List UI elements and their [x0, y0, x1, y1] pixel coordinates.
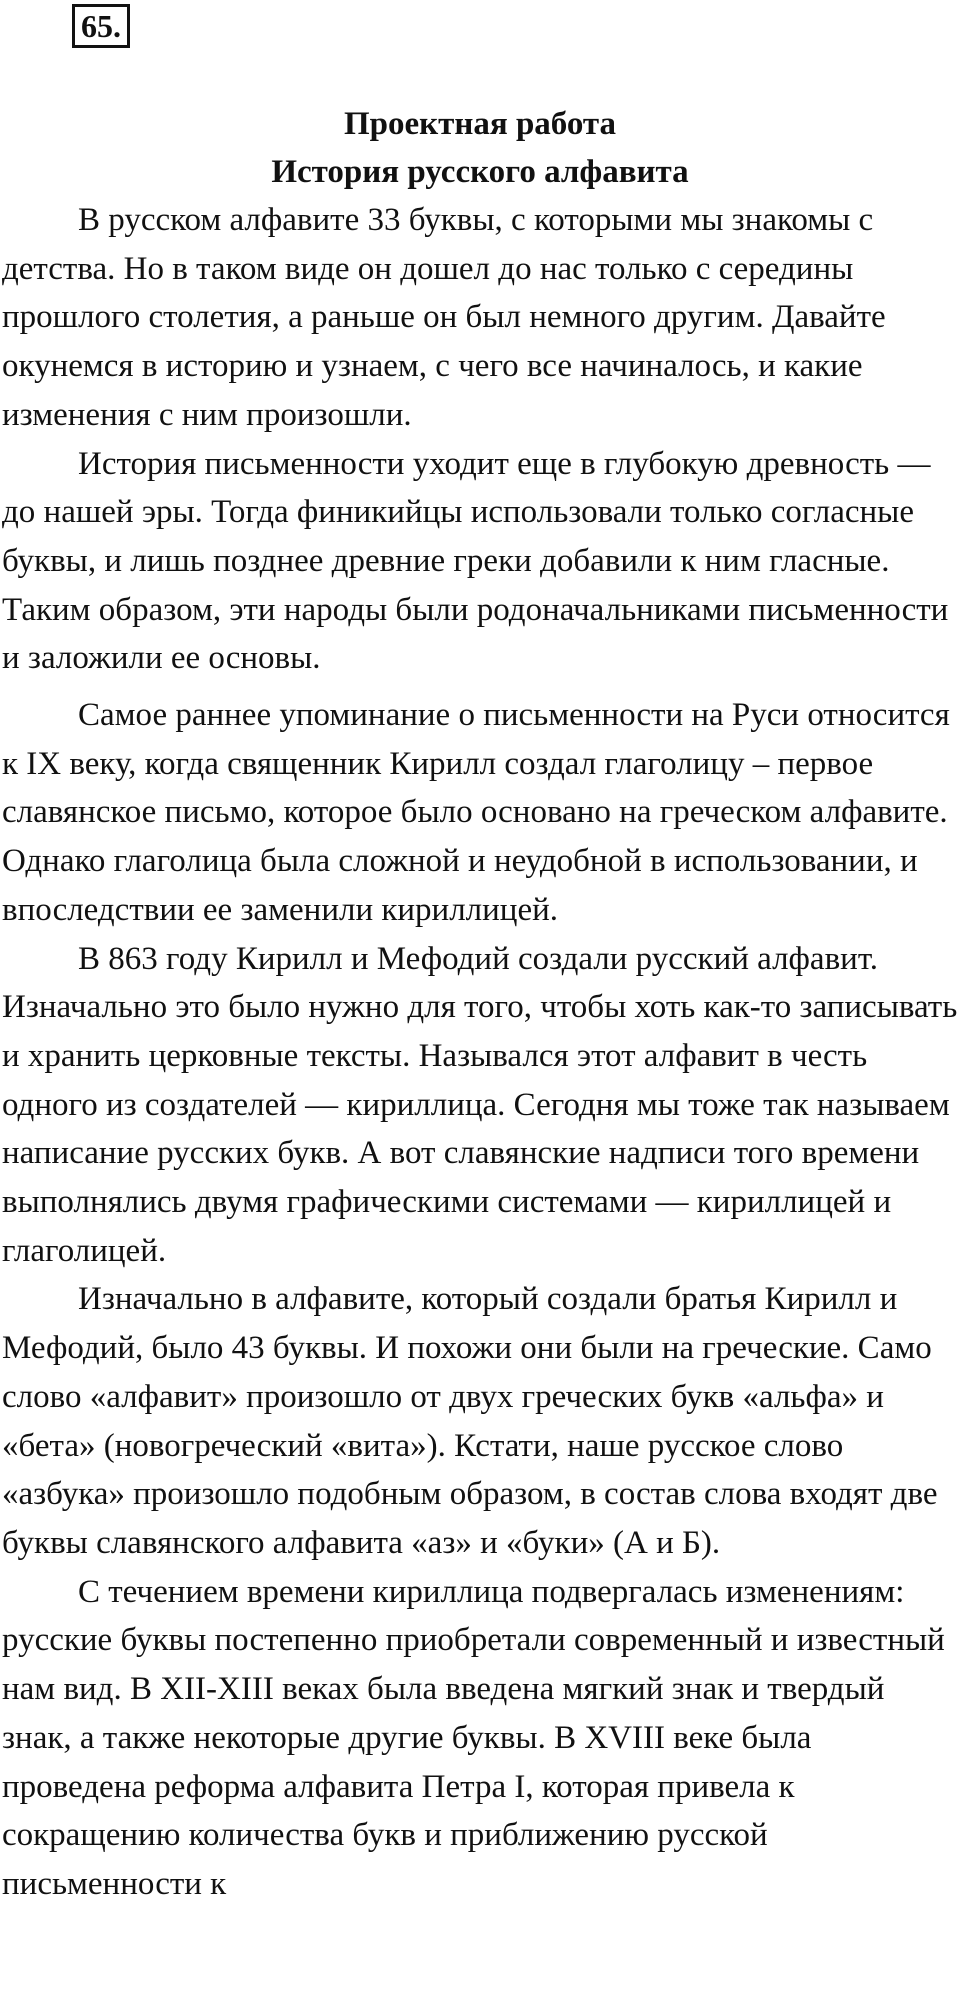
heading-line-1: Проектная работа — [343, 106, 617, 142]
heading-block — [0, 100, 960, 196]
task-number-box: 65. — [72, 4, 130, 48]
paragraph: Самое раннее упоминание о письменности на Руси относится к IX веку, когда священник Кирилл создал глаголицу – первое славянское письмо, которое было основано на греческом алфавите. Однако глаголица была сложной и неудобной в использовании, и впоследствии ее заменили кириллицей. — [2, 697, 950, 928]
body-text — [2, 196, 958, 1909]
paragraph: Изначально в алфавите, который создали братья Кирилл и Мефодий, было 43 буквы. И похожи они были на греческие. Само слово «алфавит» произошло от двух греческих букв «альфа» и «бета» (новогреческий «вита»). Кстати, наше русское слово «азбука» произошло подобным образом, в состав слова входят две буквы славянского алфавита «аз» и «буки» (А и Б). — [2, 1281, 938, 1561]
paragraph: История письменности уходит еще в глубокую древность — до нашей эры. Тогда финикийцы использовали только согласные буквы, и лишь позднее древние греки добавили к ним гласные. Таким образом, эти народы были родоначальниками письменности и заложили ее основы. — [2, 445, 949, 677]
paragraph: В русском алфавите 33 буквы, с которыми мы знакомы с детства. Но в таком виде он дошел до нас только с середины прошлого столетия, а раньше он был немного другим. Давайте окунемся в историю и узнаем, с чего все начиналось, и какие изменения с ним произошли. — [2, 202, 886, 433]
paragraph: С течением времени кириллица подвергалась изменениям: русские буквы постепенно приобретали современный и известный нам вид. В XII-XIII веках была введена мягкий знак и твердый знак, а также некоторые другие буквы. В XVIII веке была проведена реформа алфавита Петра I, которая привела к сокращению количества букв и приближению русской письменности к — [2, 1573, 945, 1902]
paragraph: В 863 году Кирилл и Мефодий создали русский алфавит. Изначально это было нужно для того, чтобы хоть как-то записывать и хранить церковные тексты. Назывался этот алфавит в честь одного из создателей — кириллица. Сегодня мы тоже так называем написание русских букв. А вот славянские надписи того времени выполнялись двумя графическими системами — кириллицей и глаголицей. — [2, 940, 958, 1269]
heading-line-2: История русского алфавита — [271, 154, 689, 190]
